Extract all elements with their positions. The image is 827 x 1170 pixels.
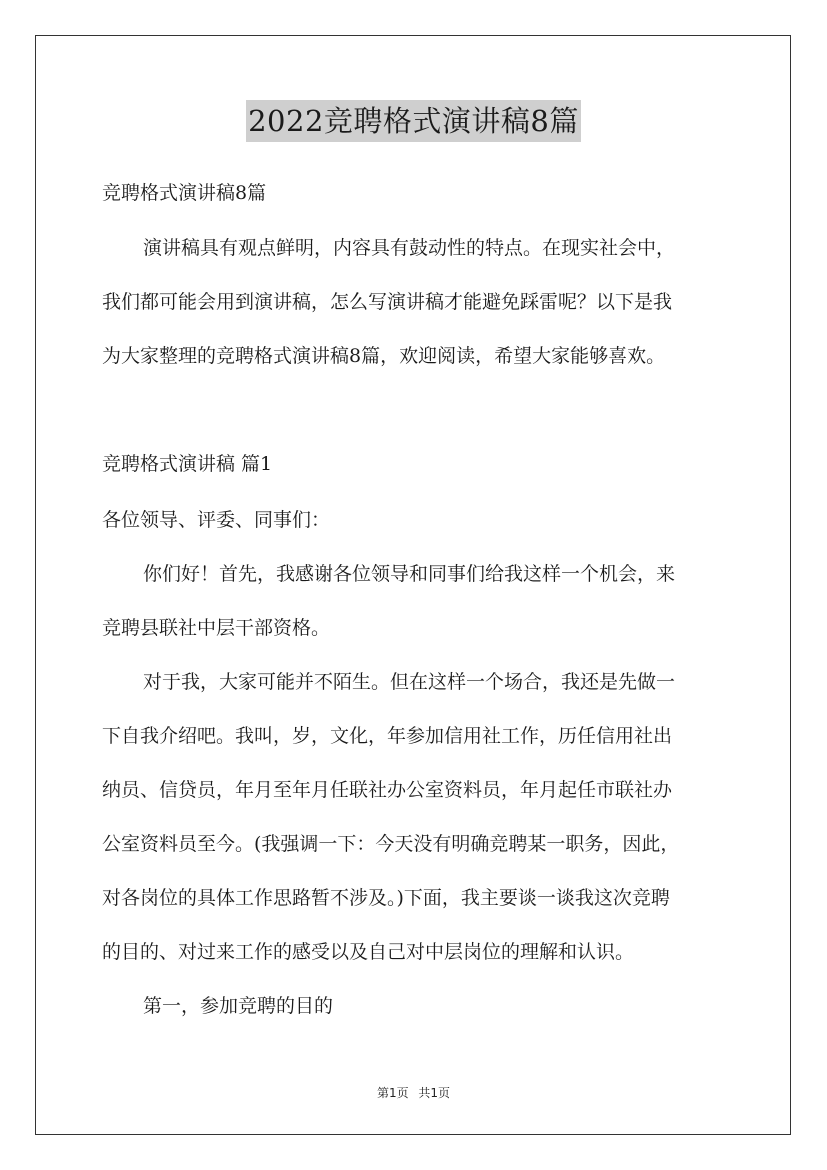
body-line-8: 的目的、对过来工作的感受以及自己对中层岗位的理解和认识。: [102, 941, 635, 963]
body-line-2: 竞聘县联社中层干部资格。: [102, 617, 331, 639]
intro-line-1: 演讲稿具有观点鲜明，内容具有鼓动性的特点。在现实社会中，: [143, 237, 676, 259]
body-line-7: 对各岗位的具体工作思路暂不涉及。)下面，我主要谈一谈我这次竞聘: [102, 887, 670, 909]
body-line-3: 对于我，大家可能并不陌生。但在这样一个场合，我还是先做一: [143, 671, 676, 693]
body-line-4: 下自我介绍吧。我叫，岁，文化，年参加信用社工作，历任信用社出: [102, 725, 673, 747]
intro-line-3: 为大家整理的竞聘格式演讲稿8篇，欢迎阅读，希望大家能够喜欢。: [102, 345, 666, 367]
body-line-6: 公室资料员至今。(我强调一下：今天没有明确竞聘某一职务，因此，: [102, 833, 680, 855]
page-number-total: 共1页: [418, 1086, 451, 1100]
body-line-5: 纳员、信贷员，年月至年月任联社办公室资料员，年月起任市联社办: [102, 779, 673, 801]
section-heading-1: 竞聘格式演讲稿 篇1: [102, 453, 273, 475]
page-number-current: 第1页: [376, 1086, 409, 1100]
body-line-1: 你们好！首先，我感谢各位领导和同事们给我这样一个机会，来: [143, 563, 676, 585]
intro-line-2: 我们都可能会用到演讲稿，怎么写演讲稿才能避免踩雷呢？以下是我: [102, 291, 673, 313]
title-container: [0, 100, 827, 142]
document-title: 2022竞聘格式演讲稿8篇: [246, 100, 581, 142]
page-footer: [0, 1084, 827, 1101]
salutation-line: 各位领导、评委、同事们：: [102, 509, 331, 531]
subtitle-line: 竞聘格式演讲稿8篇: [102, 182, 267, 204]
section-point-1: 第一，参加竞聘的目的: [143, 995, 334, 1017]
